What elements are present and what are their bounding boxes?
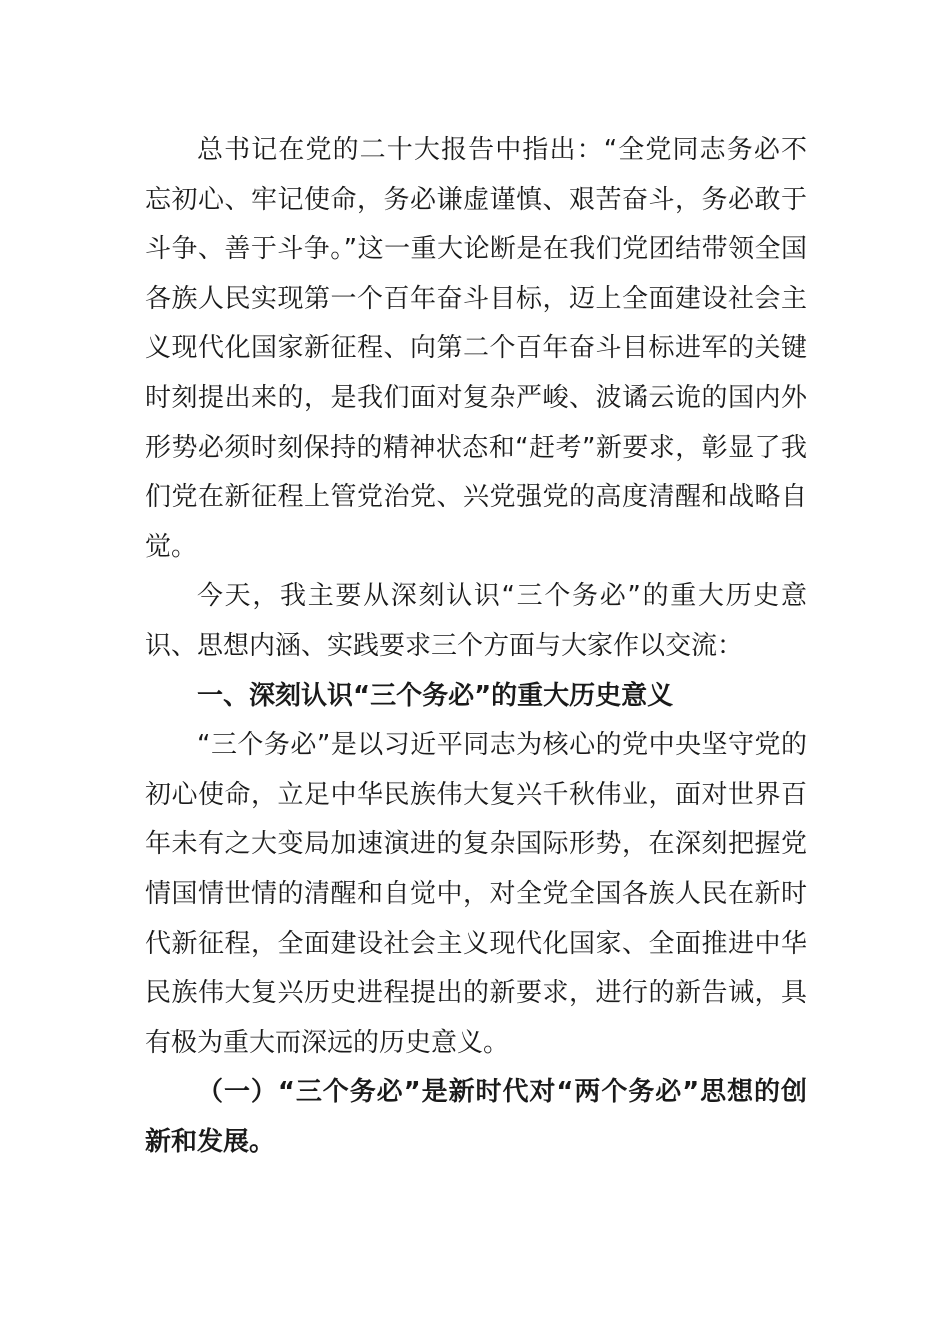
document-page	[145, 126, 807, 1167]
paragraph-significance: “三个务必”是以习近平同志为核心的党中央坚守党的初心使命，立足中华民族伟大复兴千秋伟业，面对世界百年未有之大变局加速演进的复杂国际形势，在深刻把握党情国情世情的清醒和自觉中，对全党全国各族人民在新时代新征程，全面建设社会主义现代化国家、全面推进中华民族伟大复兴历史进程提出的新要求，进行的新告诫，具有极为重大而深远的历史意义。	[145, 730, 807, 1058]
section-heading-1: 一、深刻认识“三个务必”的重大历史意义	[197, 680, 674, 711]
subsection-heading-1: （一）“三个务必”是新时代对“两个务必”思想的创新和发展。	[145, 1077, 807, 1157]
paragraph-intro: 总书记在党的二十大报告中指出：“全党同志务必不忘初心、牢记使命，务必谦虚谨慎、艰苦奋斗，务必敢于斗争、善于斗争。”这一重大论断是在我们党团结带领全国各族人民实现第一个百年奋斗目标，迈上全面建设社会主义现代化国家新征程、向第二个百年奋斗目标进军的关键时刻提出来的，是我们面对复杂严峻、波谲云诡的国内外形势必须时刻保持的精神状态和“赶考”新要求，彰显了我们党在新征程上管党治党、兴党强党的高度清醒和战略自觉。	[145, 135, 807, 562]
paragraph-overview: 今天，我主要从深刻认识“三个务必”的重大历史意识、思想内涵、实践要求三个方面与大家作以交流：	[145, 581, 807, 661]
